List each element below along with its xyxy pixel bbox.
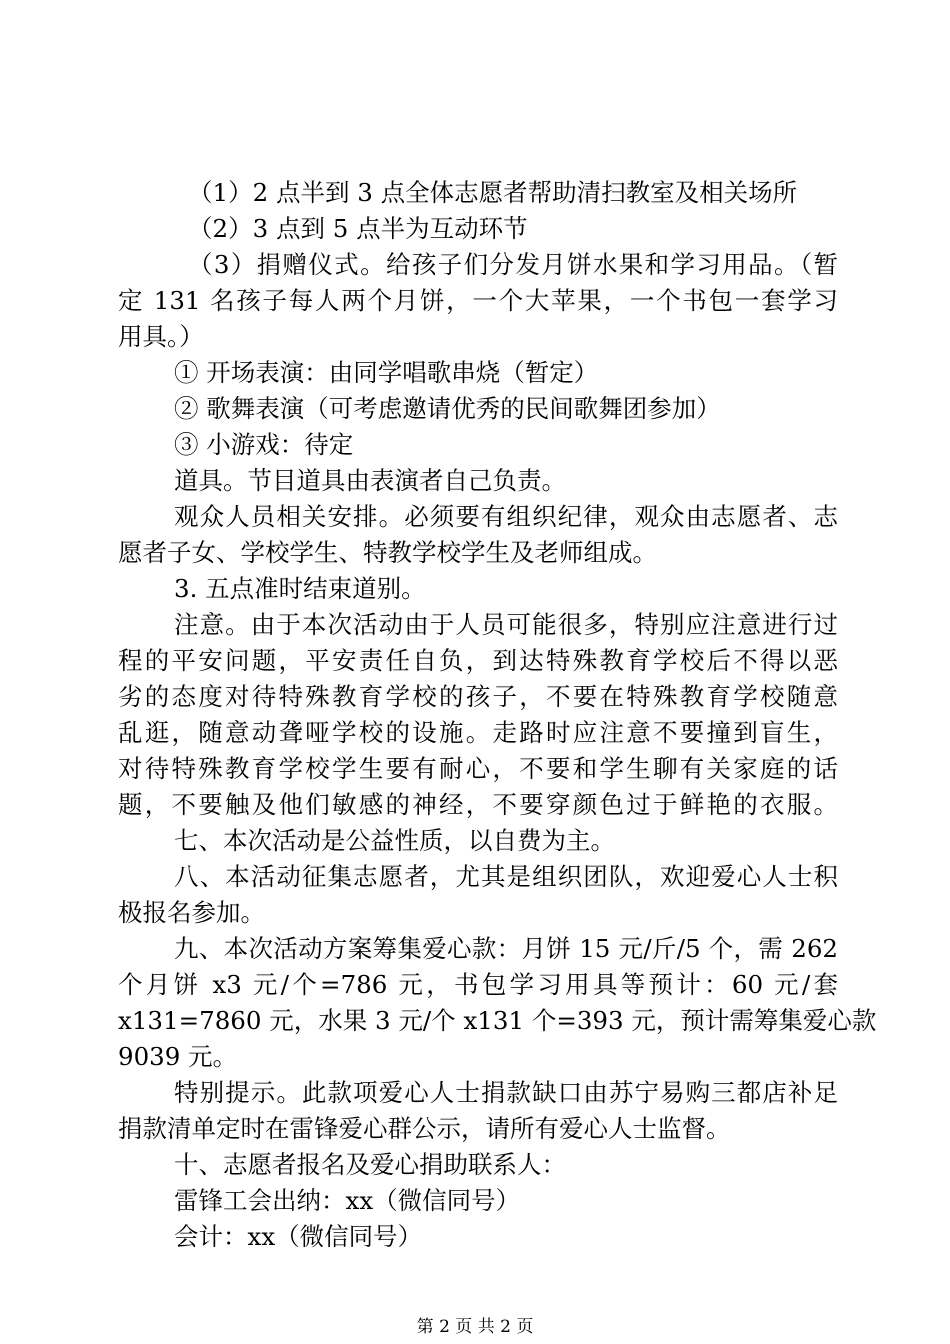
- text-line: 3. 五点准时结束道别。: [174, 574, 426, 603]
- text-line: ① 开场表演：由同学唱歌串烧（暂定）: [174, 358, 599, 387]
- text-line: 程的平安问题，平安责任自负，到达特殊教育学校后不得以恶: [118, 646, 838, 675]
- text-line: 愿者子女、学校学生、特教学校学生及老师组成。: [118, 538, 657, 567]
- text-line: 八、本活动征集志愿者，尤其是组织团队，欢迎爱心人士积: [174, 862, 838, 891]
- text-line: ③ 小游戏：待定: [174, 430, 354, 459]
- text-line: 九、本次活动方案筹集爱心款：月饼 15 元/斤/5 个，需 262: [174, 934, 838, 963]
- text-line: 七、本次活动是公益性质，以自费为主。: [174, 826, 615, 855]
- text-line: 注意。由于本次活动由于人员可能很多，特别应注意进行过: [174, 610, 838, 639]
- text-line: （2）3 点到 5 点半为互动环节: [188, 214, 528, 243]
- text-line: 观众人员相关安排。必须要有组织纪律，观众由志愿者、志: [174, 502, 838, 531]
- text-line: ② 歌舞表演（可考虑邀请优秀的民间歌舞团参加）: [174, 394, 721, 423]
- text-line: 捐款清单定时在雷锋爱心群公示，请所有爱心人士监督。: [118, 1114, 731, 1143]
- text-line: 乱逛，随意动聋哑学校的设施。走路时应注意不要撞到盲生，: [118, 718, 838, 747]
- page-footer: 第 2 页 共 2 页: [416, 1317, 534, 1337]
- text-line: x131=7860 元，水果 3 元/个 x131 个=393 元，预计需筹集爱心款: [118, 1006, 877, 1035]
- text-line: 定 131 名孩子每人两个月饼，一个大苹果，一个书包一套学习: [118, 286, 838, 315]
- text-line: 劣的态度对待特殊教育学校的孩子，不要在特殊教育学校随意: [118, 682, 838, 711]
- text-line: 道具。节目道具由表演者自己负责。: [174, 466, 566, 495]
- text-line: 特别提示。此款项爱心人士捐款缺口由苏宁易购三都店补足: [174, 1078, 838, 1107]
- text-line: 题，不要触及他们敏感的神经，不要穿颜色过于鲜艳的衣服。: [118, 790, 838, 819]
- text-line: （1）2 点半到 3 点全体志愿者帮助清扫教室及相关场所: [188, 178, 798, 207]
- text-line: 对待特殊教育学校学生要有耐心，不要和学生聊有关家庭的话: [118, 754, 838, 783]
- text-line: 用具。）: [118, 322, 204, 351]
- text-line: 9039 元。: [118, 1042, 238, 1071]
- text-line: 个月饼 x3 元/个=786 元，书包学习用具等预计：60 元/套: [118, 970, 838, 999]
- text-line: （3）捐赠仪式。给孩子们分发月饼水果和学习用品。（暂: [188, 250, 838, 279]
- text-line: 雷锋工会出纳：xx（微信同号）: [174, 1186, 521, 1215]
- text-line: 会计：xx（微信同号）: [174, 1222, 423, 1251]
- text-line: 极报名参加。: [118, 898, 265, 927]
- text-line: 十、志愿者报名及爱心捐助联系人：: [174, 1150, 566, 1179]
